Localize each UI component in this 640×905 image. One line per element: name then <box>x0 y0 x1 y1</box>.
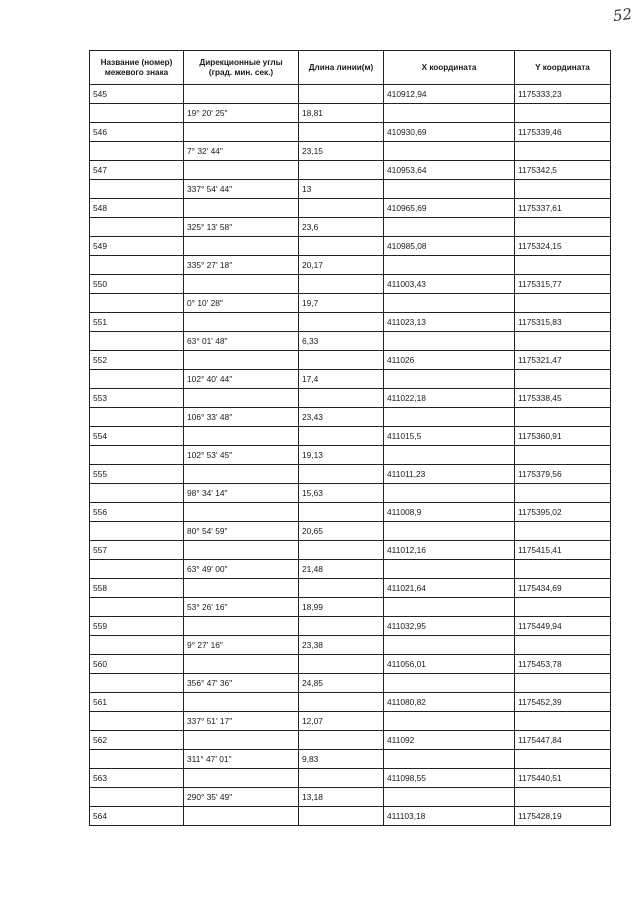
point-name-cell: 557 <box>90 541 184 560</box>
x-coordinate-cell: 411021,64 <box>384 579 515 598</box>
table-row <box>90 237 611 256</box>
empty-cell <box>184 541 299 560</box>
empty-cell <box>515 750 611 769</box>
table-row <box>90 750 611 769</box>
x-coordinate-cell: 411023,13 <box>384 313 515 332</box>
y-coordinate-cell: 1175379,56 <box>515 465 611 484</box>
point-name-cell: 548 <box>90 199 184 218</box>
empty-cell <box>184 655 299 674</box>
line-length-cell: 17,4 <box>299 370 384 389</box>
table-row <box>90 351 611 370</box>
empty-cell <box>184 313 299 332</box>
line-length-cell: 13 <box>299 180 384 199</box>
x-coordinate-cell: 411032,95 <box>384 617 515 636</box>
point-name-cell: 554 <box>90 427 184 446</box>
empty-cell <box>299 275 384 294</box>
empty-cell <box>384 256 515 275</box>
x-coordinate-cell: 411003,43 <box>384 275 515 294</box>
y-coordinate-cell: 1175449,94 <box>515 617 611 636</box>
table-row <box>90 142 611 161</box>
empty-cell <box>184 465 299 484</box>
empty-cell <box>515 484 611 503</box>
empty-cell <box>515 370 611 389</box>
table-row <box>90 427 611 446</box>
empty-cell <box>184 807 299 826</box>
boundary-points-table <box>89 50 611 826</box>
line-length-cell: 23,43 <box>299 408 384 427</box>
empty-cell <box>384 142 515 161</box>
empty-cell <box>299 427 384 446</box>
x-coordinate-cell: 411098,55 <box>384 769 515 788</box>
table-row <box>90 788 611 807</box>
empty-cell <box>515 598 611 617</box>
empty-cell <box>384 598 515 617</box>
line-length-cell: 21,48 <box>299 560 384 579</box>
direction-angle-cell: 337° 54' 44" <box>184 180 299 199</box>
table-row <box>90 199 611 218</box>
header-x-coordinate: Х координата <box>384 51 515 85</box>
empty-cell <box>384 788 515 807</box>
empty-cell <box>90 142 184 161</box>
table-row <box>90 769 611 788</box>
empty-cell <box>90 294 184 313</box>
empty-cell <box>90 636 184 655</box>
header-y-coordinate: Y координата <box>515 51 611 85</box>
empty-cell <box>184 351 299 370</box>
point-name-cell: 556 <box>90 503 184 522</box>
table-row <box>90 731 611 750</box>
y-coordinate-cell: 1175324,15 <box>515 237 611 256</box>
y-coordinate-cell: 1175321,47 <box>515 351 611 370</box>
line-length-cell: 20,17 <box>299 256 384 275</box>
empty-cell <box>384 408 515 427</box>
table-row <box>90 674 611 693</box>
empty-cell <box>384 294 515 313</box>
empty-cell <box>90 484 184 503</box>
empty-cell <box>184 389 299 408</box>
page-number: 52 <box>611 4 634 26</box>
empty-cell <box>90 598 184 617</box>
empty-cell <box>90 446 184 465</box>
direction-angle-cell: 9° 27' 16" <box>184 636 299 655</box>
y-coordinate-cell: 1175337,61 <box>515 199 611 218</box>
empty-cell <box>299 503 384 522</box>
table-row <box>90 617 611 636</box>
direction-angle-cell: 80° 54' 59" <box>184 522 299 541</box>
empty-cell <box>515 560 611 579</box>
x-coordinate-cell: 410912,94 <box>384 85 515 104</box>
point-name-cell: 560 <box>90 655 184 674</box>
empty-cell <box>515 446 611 465</box>
direction-angle-cell: 325° 13' 58" <box>184 218 299 237</box>
x-coordinate-cell: 411008,9 <box>384 503 515 522</box>
direction-angle-cell: 102° 53' 45" <box>184 446 299 465</box>
empty-cell <box>384 446 515 465</box>
point-name-cell: 552 <box>90 351 184 370</box>
x-coordinate-cell: 411056,01 <box>384 655 515 674</box>
empty-cell <box>515 104 611 123</box>
empty-cell <box>299 313 384 332</box>
empty-cell <box>515 408 611 427</box>
empty-cell <box>184 731 299 750</box>
empty-cell <box>384 560 515 579</box>
x-coordinate-cell: 411080,82 <box>384 693 515 712</box>
empty-cell <box>184 769 299 788</box>
empty-cell <box>384 674 515 693</box>
empty-cell <box>299 161 384 180</box>
y-coordinate-cell: 1175428,19 <box>515 807 611 826</box>
x-coordinate-cell: 411012,16 <box>384 541 515 560</box>
direction-angle-cell: 63° 01' 48" <box>184 332 299 351</box>
table-row <box>90 313 611 332</box>
table-body <box>90 85 611 826</box>
table-row <box>90 275 611 294</box>
empty-cell <box>299 541 384 560</box>
x-coordinate-cell: 410965,69 <box>384 199 515 218</box>
empty-cell <box>184 237 299 256</box>
empty-cell <box>90 712 184 731</box>
empty-cell <box>515 256 611 275</box>
point-name-cell: 547 <box>90 161 184 180</box>
empty-cell <box>90 370 184 389</box>
line-length-cell: 23,15 <box>299 142 384 161</box>
point-name-cell: 559 <box>90 617 184 636</box>
table-row <box>90 503 611 522</box>
table-row <box>90 636 611 655</box>
table-row <box>90 560 611 579</box>
table-row <box>90 104 611 123</box>
y-coordinate-cell: 1175315,77 <box>515 275 611 294</box>
empty-cell <box>299 693 384 712</box>
y-coordinate-cell: 1175333,23 <box>515 85 611 104</box>
line-length-cell: 23,6 <box>299 218 384 237</box>
empty-cell <box>299 237 384 256</box>
empty-cell <box>384 332 515 351</box>
y-coordinate-cell: 1175453,78 <box>515 655 611 674</box>
direction-angle-cell: 102° 40' 44" <box>184 370 299 389</box>
table-row <box>90 579 611 598</box>
point-name-cell: 549 <box>90 237 184 256</box>
empty-cell <box>384 750 515 769</box>
empty-cell <box>299 579 384 598</box>
x-coordinate-cell: 411015,5 <box>384 427 515 446</box>
table-row <box>90 389 611 408</box>
table-row <box>90 655 611 674</box>
line-length-cell: 9,83 <box>299 750 384 769</box>
empty-cell <box>90 408 184 427</box>
empty-cell <box>184 275 299 294</box>
direction-angle-cell: 337° 51' 17" <box>184 712 299 731</box>
empty-cell <box>384 712 515 731</box>
empty-cell <box>90 218 184 237</box>
y-coordinate-cell: 1175415,41 <box>515 541 611 560</box>
line-length-cell: 6,33 <box>299 332 384 351</box>
point-name-cell: 563 <box>90 769 184 788</box>
empty-cell <box>384 636 515 655</box>
empty-cell <box>515 674 611 693</box>
direction-angle-cell: 106° 33' 48" <box>184 408 299 427</box>
y-coordinate-cell: 1175440,51 <box>515 769 611 788</box>
y-coordinate-cell: 1175395,02 <box>515 503 611 522</box>
point-name-cell: 553 <box>90 389 184 408</box>
empty-cell <box>515 218 611 237</box>
line-length-cell: 19,7 <box>299 294 384 313</box>
empty-cell <box>90 750 184 769</box>
x-coordinate-cell: 411103,18 <box>384 807 515 826</box>
empty-cell <box>384 180 515 199</box>
y-coordinate-cell: 1175339,46 <box>515 123 611 142</box>
empty-cell <box>184 427 299 446</box>
table-row <box>90 446 611 465</box>
empty-cell <box>184 123 299 142</box>
empty-cell <box>299 769 384 788</box>
direction-angle-cell: 53° 26' 16" <box>184 598 299 617</box>
empty-cell <box>299 85 384 104</box>
empty-cell <box>90 332 184 351</box>
table-row <box>90 541 611 560</box>
empty-cell <box>299 465 384 484</box>
empty-cell <box>515 142 611 161</box>
point-name-cell: 558 <box>90 579 184 598</box>
empty-cell <box>299 123 384 142</box>
empty-cell <box>184 503 299 522</box>
empty-cell <box>184 161 299 180</box>
empty-cell <box>384 484 515 503</box>
empty-cell <box>384 218 515 237</box>
direction-angle-cell: 356° 47' 36" <box>184 674 299 693</box>
table-row <box>90 693 611 712</box>
empty-cell <box>184 579 299 598</box>
y-coordinate-cell: 1175315,83 <box>515 313 611 332</box>
table-row <box>90 123 611 142</box>
header-line-length: Длина линии(м) <box>299 51 384 85</box>
header-point-name: Название (номер) межевого знака <box>90 51 184 85</box>
point-name-cell: 555 <box>90 465 184 484</box>
point-name-cell: 562 <box>90 731 184 750</box>
empty-cell <box>299 199 384 218</box>
line-length-cell: 24,85 <box>299 674 384 693</box>
table-row <box>90 85 611 104</box>
empty-cell <box>90 674 184 693</box>
table-row <box>90 180 611 199</box>
point-name-cell: 551 <box>90 313 184 332</box>
x-coordinate-cell: 411026 <box>384 351 515 370</box>
empty-cell <box>515 332 611 351</box>
empty-cell <box>515 522 611 541</box>
direction-angle-cell: 290° 35' 49" <box>184 788 299 807</box>
table-row <box>90 294 611 313</box>
empty-cell <box>90 180 184 199</box>
line-length-cell: 12,07 <box>299 712 384 731</box>
y-coordinate-cell: 1175447,84 <box>515 731 611 750</box>
table-row <box>90 218 611 237</box>
direction-angle-cell: 0° 10' 28" <box>184 294 299 313</box>
empty-cell <box>299 389 384 408</box>
direction-angle-cell: 63° 49' 00" <box>184 560 299 579</box>
empty-cell <box>384 370 515 389</box>
table-row <box>90 522 611 541</box>
empty-cell <box>184 693 299 712</box>
x-coordinate-cell: 410930,69 <box>384 123 515 142</box>
table-row <box>90 161 611 180</box>
empty-cell <box>90 256 184 275</box>
empty-cell <box>184 85 299 104</box>
empty-cell <box>515 712 611 731</box>
line-length-cell: 23,38 <box>299 636 384 655</box>
table-row <box>90 484 611 503</box>
table-row <box>90 712 611 731</box>
header-direction-angle: Дирекционные углы (град. мин. сек.) <box>184 51 299 85</box>
direction-angle-cell: 335° 27' 18" <box>184 256 299 275</box>
empty-cell <box>299 807 384 826</box>
x-coordinate-cell: 411011,23 <box>384 465 515 484</box>
point-name-cell: 550 <box>90 275 184 294</box>
line-length-cell: 20,65 <box>299 522 384 541</box>
y-coordinate-cell: 1175452,39 <box>515 693 611 712</box>
table-row <box>90 332 611 351</box>
empty-cell <box>90 104 184 123</box>
table-row <box>90 598 611 617</box>
empty-cell <box>515 788 611 807</box>
table-row <box>90 807 611 826</box>
empty-cell <box>515 636 611 655</box>
point-name-cell: 561 <box>90 693 184 712</box>
empty-cell <box>90 522 184 541</box>
empty-cell <box>384 104 515 123</box>
point-name-cell: 564 <box>90 807 184 826</box>
table-row <box>90 465 611 484</box>
empty-cell <box>515 180 611 199</box>
empty-cell <box>299 655 384 674</box>
empty-cell <box>384 522 515 541</box>
point-name-cell: 546 <box>90 123 184 142</box>
x-coordinate-cell: 410985,08 <box>384 237 515 256</box>
direction-angle-cell: 7° 32' 44" <box>184 142 299 161</box>
line-length-cell: 19,13 <box>299 446 384 465</box>
line-length-cell: 13,18 <box>299 788 384 807</box>
empty-cell <box>184 617 299 636</box>
empty-cell <box>299 731 384 750</box>
y-coordinate-cell: 1175434,69 <box>515 579 611 598</box>
y-coordinate-cell: 1175360,91 <box>515 427 611 446</box>
line-length-cell: 18,99 <box>299 598 384 617</box>
x-coordinate-cell: 410953,64 <box>384 161 515 180</box>
point-name-cell: 545 <box>90 85 184 104</box>
table-row <box>90 370 611 389</box>
empty-cell <box>299 351 384 370</box>
direction-angle-cell: 311° 47' 01" <box>184 750 299 769</box>
empty-cell <box>90 560 184 579</box>
table-row <box>90 408 611 427</box>
empty-cell <box>184 199 299 218</box>
y-coordinate-cell: 1175342,5 <box>515 161 611 180</box>
empty-cell <box>299 617 384 636</box>
line-length-cell: 15,63 <box>299 484 384 503</box>
x-coordinate-cell: 411022,18 <box>384 389 515 408</box>
empty-cell <box>90 788 184 807</box>
y-coordinate-cell: 1175338,45 <box>515 389 611 408</box>
empty-cell <box>515 294 611 313</box>
table-row <box>90 256 611 275</box>
x-coordinate-cell: 411092 <box>384 731 515 750</box>
direction-angle-cell: 98° 34' 14" <box>184 484 299 503</box>
line-length-cell: 18,81 <box>299 104 384 123</box>
direction-angle-cell: 19° 20' 25" <box>184 104 299 123</box>
table-header-row <box>90 51 611 85</box>
